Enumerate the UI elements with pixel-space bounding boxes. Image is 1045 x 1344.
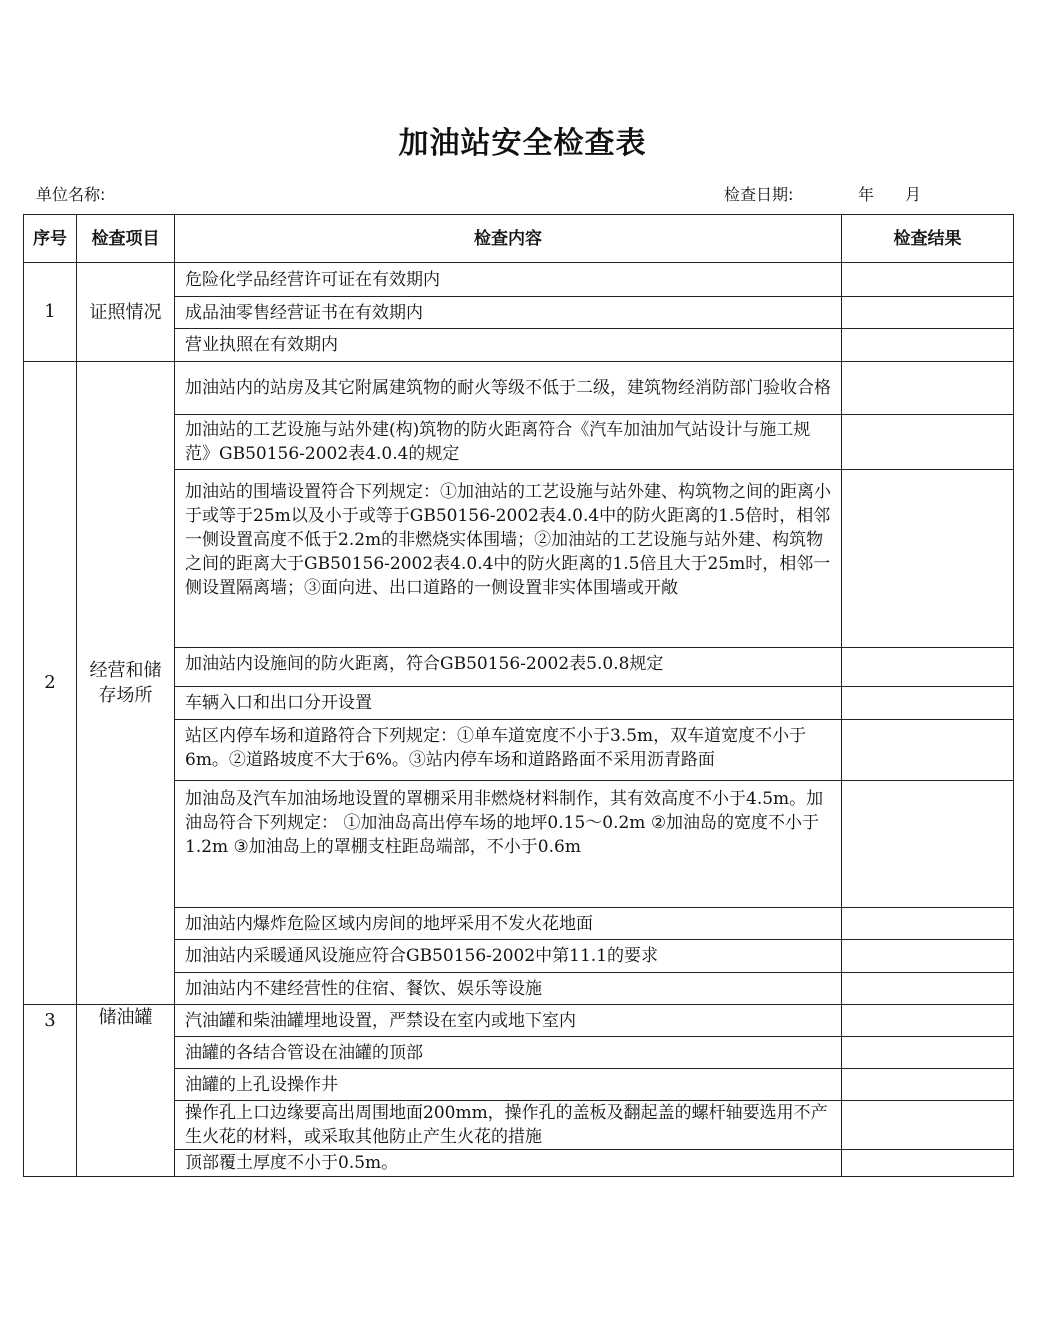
checklist-table [23, 214, 1014, 1177]
check-content: 顶部覆土厚度不小于0.5m。 [175, 1150, 842, 1177]
result-cell[interactable] [842, 973, 1014, 1005]
inspection-date-label: 检查日期: [724, 185, 794, 204]
page-title: 加油站安全检查表 [398, 126, 647, 161]
result-cell[interactable] [842, 1101, 1014, 1150]
check-content: 危险化学品经营许可证在有效期内 [175, 263, 842, 297]
unit-name-label: 单位名称: [36, 185, 106, 204]
header-result: 检查结果 [842, 215, 1014, 263]
year-label: 年 [858, 185, 875, 204]
result-cell[interactable] [842, 329, 1014, 362]
table-row [24, 263, 1014, 297]
check-content: 车辆入口和出口分开设置 [175, 687, 842, 720]
group-seq: 3 [24, 1005, 77, 1177]
group-category: 经营和储存场所 [77, 362, 175, 1005]
result-cell[interactable] [842, 263, 1014, 297]
check-content: 加油站内设施间的防火距离，符合GB50156-2002表5.0.8规定 [175, 648, 842, 687]
check-content: 成品油零售经营证书在有效期内 [175, 297, 842, 329]
result-cell[interactable] [842, 687, 1014, 720]
result-cell[interactable] [842, 908, 1014, 940]
check-content: 营业执照在有效期内 [175, 329, 842, 362]
table-row [24, 362, 1014, 415]
check-content: 加油站内的站房及其它附属建筑物的耐火等级不低于二级，建筑物经消防部门验收合格 [175, 362, 842, 415]
result-cell[interactable] [842, 940, 1014, 973]
result-cell[interactable] [842, 362, 1014, 415]
result-cell[interactable] [842, 470, 1014, 648]
result-cell[interactable] [842, 648, 1014, 687]
check-content: 加油岛及汽车加油场地设置的罩棚采用非燃烧材料制作，其有效高度不小于4.5m。加油岛符合下列规定： ①加油岛高出停车场的地坪0.15～0.2m ②加油岛的宽度不小于1.2m ③加油岛上的罩棚支柱距岛端部，不小于0.6m [175, 781, 842, 908]
check-content: 加油站内爆炸危险区域内房间的地坪采用不发火花地面 [175, 908, 842, 940]
check-content: 汽油罐和柴油罐埋地设置，严禁设在室内或地下室内 [175, 1005, 842, 1037]
group-seq: 2 [24, 362, 77, 1005]
check-content: 加油站内不建经营性的住宿、餐饮、娱乐等设施 [175, 973, 842, 1005]
check-content: 加油站内采暖通风设施应符合GB50156-2002中第11.1的要求 [175, 940, 842, 973]
result-cell[interactable] [842, 781, 1014, 908]
result-cell[interactable] [842, 1069, 1014, 1101]
result-cell[interactable] [842, 415, 1014, 470]
result-cell[interactable] [842, 1150, 1014, 1177]
check-content: 加油站的围墙设置符合下列规定：①加油站的工艺设施与站外建、构筑物之间的距离小于或等于25m以及小于或等于GB50156-2002表4.0.4中的防火距离的1.5倍时，相邻一侧设置高度不低于2.2m的非燃烧实体围墙；②加油站的工艺设施与站外建、构筑物之间的距离大于GB50156-2002表4.0.4中的防火距离的1.5倍且大于25m时，相邻一侧设置隔离墙；③面向进、出口道路的一侧设置非实体围墙或开敞 [175, 470, 842, 648]
clipped-text: 站区内停车场和道路符合下列规定：①单车道宽度不小于3.5m，双车道宽度不小于6m。②道路坡度不大于6%。③站内停车场和道路路面不采用沥青路面 [185, 726, 807, 770]
check-content: 加油站的工艺设施与站外建(构)筑物的防火距离符合《汽车加油加气站设计与施工规范》GB50156-2002表4.0.4的规定 [175, 415, 842, 470]
result-cell[interactable] [842, 1037, 1014, 1069]
group-seq: 1 [24, 263, 77, 362]
result-cell[interactable] [842, 297, 1014, 329]
header-row [24, 215, 1014, 263]
check-content: 油罐的上孔设操作井 [175, 1069, 842, 1101]
header-seq: 序号 [24, 215, 77, 263]
result-cell[interactable] [842, 720, 1014, 781]
header-item: 检查项目 [77, 215, 175, 263]
group-category: 证照情况 [77, 263, 175, 362]
table-row [24, 1005, 1014, 1037]
header-content: 检查内容 [175, 215, 842, 263]
check-content: 操作孔上口边缘要高出周围地面200mm，操作孔的盖板及翻起盖的螺杆轴要选用不产生火花的材料，或采取其他防止产生火花的措施 [175, 1101, 842, 1150]
checklist-sheet [0, 214, 962, 1174]
result-cell[interactable] [842, 1005, 1014, 1037]
check-content [175, 720, 842, 781]
group-category: 储油罐 [77, 1005, 175, 1177]
month-label: 月 [905, 185, 922, 204]
check-content: 油罐的各结合管设在油罐的顶部 [175, 1037, 842, 1069]
